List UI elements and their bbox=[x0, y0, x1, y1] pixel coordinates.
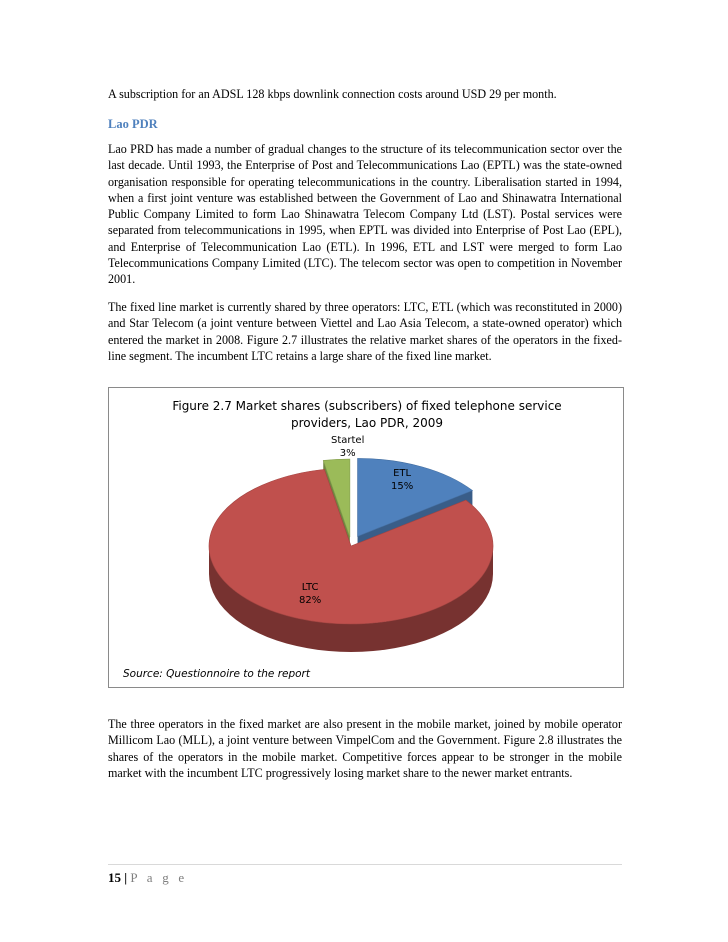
label-ltc bbox=[299, 581, 321, 607]
label-ltc-value: 82% bbox=[299, 595, 322, 606]
label-ltc-name: LTC bbox=[301, 582, 319, 593]
chart-source: Source: Questionnoire to the report bbox=[123, 668, 310, 680]
page-word: P a g e bbox=[130, 870, 188, 885]
label-startel bbox=[331, 434, 364, 460]
section-heading-lao-pdr: Lao PDR bbox=[108, 117, 158, 131]
chart-title: Figure 2.7 Market shares (subscribers) of fixed telephone service providers, Lao PDR, 2009 bbox=[172, 399, 562, 430]
label-startel-value: 3% bbox=[339, 448, 356, 459]
figure-2-7 bbox=[108, 387, 624, 688]
label-startel-name: Startel bbox=[331, 435, 365, 446]
footer-separator: | bbox=[124, 870, 128, 885]
label-etl bbox=[391, 467, 413, 493]
paragraph-mobile-market: The three operators in the fixed market are also present in the mobile market, joined by mobile operator Millicom Lao (MLL), a joint venture between VimpelCom and the Government. Figure 2.8 illustrates the shares of the operators in the mobile market. Competitive forces appear to be stronger in the mobile market with the incumbent LTC progressively losing market share to the newer market entrants. bbox=[108, 717, 622, 780]
paragraph-fixed-line-market: The fixed line market is currently shared by three operators: LTC, ETL (which was reconstituted in 2000) and Star Telecom (a joint venture between Viettel and Lao Asia Telecom, a state-owned operator) which entered the market in 2008. Figure 2.7 illustrates the relative market shares of the operators in the fixed-line segment. The incumbent LTC retains a large share of the fixed line market. bbox=[108, 300, 622, 363]
footer-divider bbox=[108, 864, 622, 865]
page-footer bbox=[108, 870, 187, 886]
intro-line: A subscription for an ADSL 128 kbps downlink connection costs around USD 29 per month. bbox=[108, 87, 557, 101]
pie-chart bbox=[109, 388, 625, 689]
page-number: 15 bbox=[108, 870, 121, 885]
label-etl-name: ETL bbox=[393, 468, 412, 479]
paragraph-history: Lao PRD has made a number of gradual changes to the structure of its telecommunication sector over the last decade. Until 1993, the Enterprise of Post and Telecommunications Lao (EPTL) was the state-owned organisation responsible for operating telecommunications in the country. Liberalisation started in 1994, when a first joint venture was established between the Government of Lao and Shinawatra International Public Company Limited to form Lao Shinawatra Telecom Company Ltd (LST). Postal services were separated from telecommunications in 1995, when EPTL was divided into Enterprise of Post Lao (EPL), and Enterprise of Telecommunication Lao (ETL). In 1996, ETL and LST were merged to form Lao Telecommunications Company Limited (LTC). The telecom sector was open to competition in November 2001. bbox=[108, 142, 622, 287]
label-etl-value: 15% bbox=[391, 481, 414, 492]
